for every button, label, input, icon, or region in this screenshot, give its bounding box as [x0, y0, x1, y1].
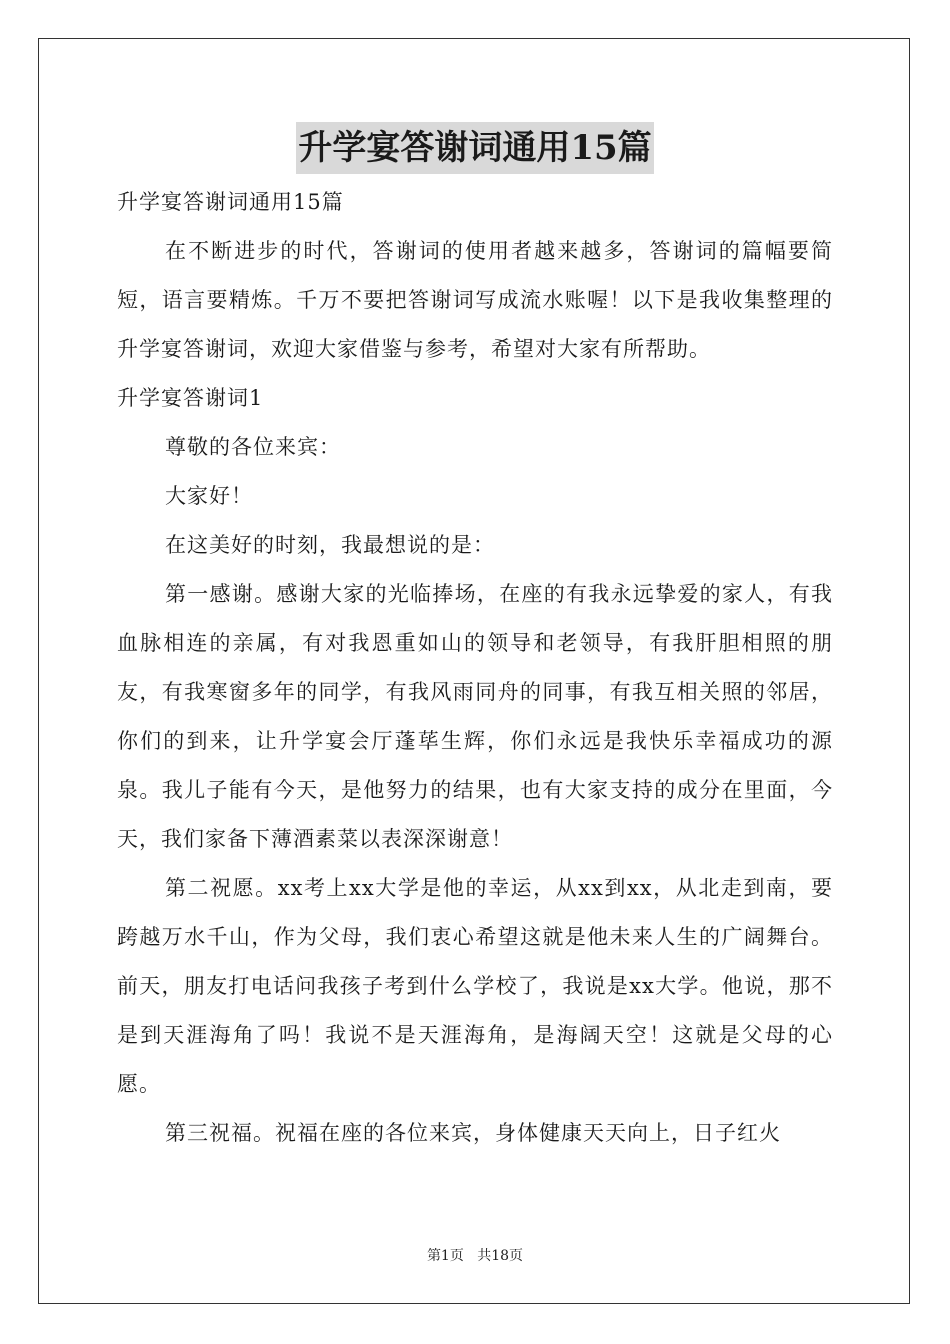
page-number: 第1页: [426, 1248, 464, 1264]
section-heading: 升学宴答谢词1: [117, 386, 264, 410]
body-paragraph-wishes: 第二祝愿。xx考上xx大学是他的幸运，从xx到xx，从北走到南，要跨越万水千山，作为父母，我们衷心希望这就是他未来人生的广阔舞台。前天，朋友打电话问我孩子考到什么学校了，我说是xx大学。他说，那不是到天涯海角了吗！我说不是天涯海角，是海阔天空！这就是父母的心愿。: [117, 876, 833, 1096]
body-paragraph-blessing: 第三祝福。祝福在座的各位来宾，身体健康天天向上，日子红火: [165, 1121, 781, 1145]
subtitle-line: 升学宴答谢词通用15篇: [117, 190, 344, 214]
title-wrap: [0, 122, 950, 174]
document-title: 升学宴答谢词通用15篇: [296, 122, 653, 174]
page-footer: [0, 1246, 950, 1266]
intro-paragraph: 在不断进步的时代，答谢词的使用者越来越多，答谢词的篇幅要简短，语言要精炼。千万不要把答谢词写成流水账喔！以下是我收集整理的升学宴答谢词，欢迎大家借鉴与参考，希望对大家有所帮助。: [117, 239, 833, 361]
page-total: 共18页: [477, 1248, 524, 1264]
body-paragraph-thanks: 第一感谢。感谢大家的光临捧场，在座的有我永远挚爱的家人，有我血脉相连的亲属，有对我恩重如山的领导和老领导，有我肝胆相照的朋友，有我寒窗多年的同学，有我风雨同舟的同事，有我互相关照的邻居，你们的到来，让升学宴会厅蓬荜生辉，你们永远是我快乐幸福成功的源泉。我儿子能有今天，是他努力的结果，也有大家支持的成分在里面，今天，我们家备下薄酒素菜以表深深谢意！: [117, 582, 833, 851]
salutation: 尊敬的各位来宾：: [165, 435, 341, 459]
opening-line: 在这美好的时刻，我最想说的是：: [165, 533, 495, 557]
greeting: 大家好！: [165, 484, 253, 508]
document-body: [117, 178, 833, 1158]
